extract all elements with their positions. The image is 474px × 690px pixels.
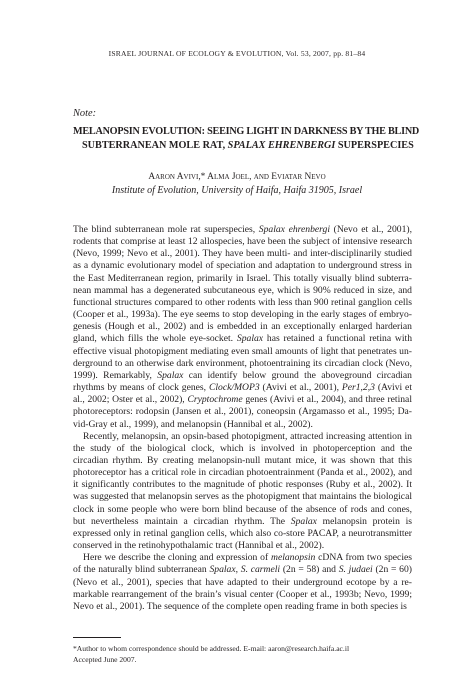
- text-run: has retained a functional retina with effective visual photopigment mediating even small amounts of light that penetrates underground to an otherwise dark environment, photoentraining its circadian clock (Nevo, 1999). Remarkably,: [73, 333, 412, 381]
- italic-run: melanopsin: [271, 552, 316, 564]
- text-run: The blind subterranean mole rat superspecies,: [73, 224, 259, 235]
- running-header: ISRAEL JOURNAL OF ECOLOGY & EVOLUTION, Vol. 53, 2007, pp. 81–84: [108, 49, 366, 58]
- article-title-line-2-prefix: SUBTERRANEAN MOLE RAT,: [82, 140, 228, 151]
- text-run: Here we describe the cloning and expression of: [83, 552, 271, 564]
- author-affiliation: Institute of Evolution, University of Haifa, Haifa 31905, Israel: [111, 185, 363, 196]
- italic-run: Spalax ehrenbergi: [258, 224, 331, 235]
- article-body: [73, 224, 412, 613]
- italic-run: Spalax: [290, 515, 317, 527]
- body-paragraph-3: [73, 552, 412, 613]
- footnote-divider: [73, 637, 121, 638]
- text-run: cDNA from two species of the naturally blind subterranean: [73, 552, 412, 576]
- text-run: Recently, melanopsin, an opsin-based photopigment, attracted increasing attention in the study of the biological clock, which is involved in photoperception and the circadian rhythm. By creating melanopsin-null mutant mice, it was shown that this photoreceptor has a critical role in circadian photoentrainment (Panda et al., 2002), and it significantly contributes to the magnitude of photic responses (Ruby et al., 2002). It was suggested that melanopsin serves as the photopigment that maintains the biological clock in some people who were born blind because of the absence of rods and cones, but nevertheless maintain a circadian rhythm. The: [73, 430, 412, 527]
- italic-run: Spalax: [236, 333, 264, 345]
- text-run: (2n = 58) and: [280, 564, 339, 576]
- article-title-species: SPALAX EHRENBERGI: [227, 140, 336, 151]
- italic-run: Cryptochrome: [187, 394, 243, 406]
- article-title-line-2-suffix: SUPERSPECIES: [335, 140, 414, 151]
- accepted-date: Accepted June 2007.: [73, 655, 137, 664]
- text-run: melanopsin protein is expressed only in retinal ganglion cells, which also co-store PACAP, a neurotransmitter conserved in the retinohypothalamic tract (Hannibal et al., 2002).: [73, 515, 412, 552]
- text-run: genes (Avivi et al., 2004), and three retinal photoreceptors: rodopsin (Jansen et al., 2001), coneopsin (Argamasso et al., 1995; David-Gray et al., 1999), and melanopsin (Hannibal et al., 2002).: [73, 394, 412, 430]
- text-run: (Nevo et al., 2001), rodents that comprise at least 12 allospecies, have been the subject of intensive research (Nevo, 1999; Nevo et al., 2001). They have been multi- and inter-disciplinarily studied as a dynamic evolutionary model of speciation and adaptation to underground stress in the East Mediterranean region, primarily in Israel. This totally visually blind subterranean mammal has a degenerated subcutaneous eye, which is 90% reduced in size, and functional structures compared to other rodents with less than 900 retinal ganglion cells (Cooper et al., 1993a). The eye seems to stop developing in the early stages of embryogenesis (Hough et al., 2002) and is embedded in an exceptionally enlarged harderian gland, which fills the whole eye-socket.: [73, 224, 412, 345]
- correspondence-note: *Author to whom correspondence should be addressed. E-mail: aaron@research.haifa.ac.il: [73, 644, 350, 653]
- article-title-line-1: MELANOPSIN EVOLUTION: SEEING LIGHT IN DARKNESS BY THE BLIND: [73, 126, 420, 137]
- text-run: (Avivi et al., 2002; Oster et al., 2002),: [73, 382, 412, 406]
- text-run: (2n = 60) (Nevo et al., 2001), species that have adapted to their underground ecotope by a remarkable rearrangement of the brain’s visual center (Cooper et al., 1993b; Nevo, 1999; Nevo et al., 2001). The sequence of the complete open reading frame in both species is: [73, 564, 412, 612]
- italic-run: Spalax: [157, 369, 184, 381]
- note-label: Note:: [73, 108, 97, 119]
- italic-run: Clock/MOP3: [208, 382, 260, 394]
- body-paragraph-2: [73, 431, 412, 553]
- text-run: (Avivi et al., 2001),: [259, 382, 342, 394]
- article-title-line-2: [73, 139, 413, 153]
- author-list: Aaron Avivi,* Alma Joel, and Eviatar Nevo: [148, 172, 326, 182]
- italic-run: S. judaei: [338, 564, 373, 576]
- italic-run: Per1,2,3: [341, 382, 375, 394]
- italic-run: Spalax, S. carmeli: [209, 564, 281, 576]
- text-run: can identify below ground the aboveground circadian rhythms by means of clock genes,: [73, 369, 412, 394]
- article-title: [73, 125, 420, 153]
- footnote: [73, 643, 412, 665]
- body-paragraph-1: [73, 224, 412, 431]
